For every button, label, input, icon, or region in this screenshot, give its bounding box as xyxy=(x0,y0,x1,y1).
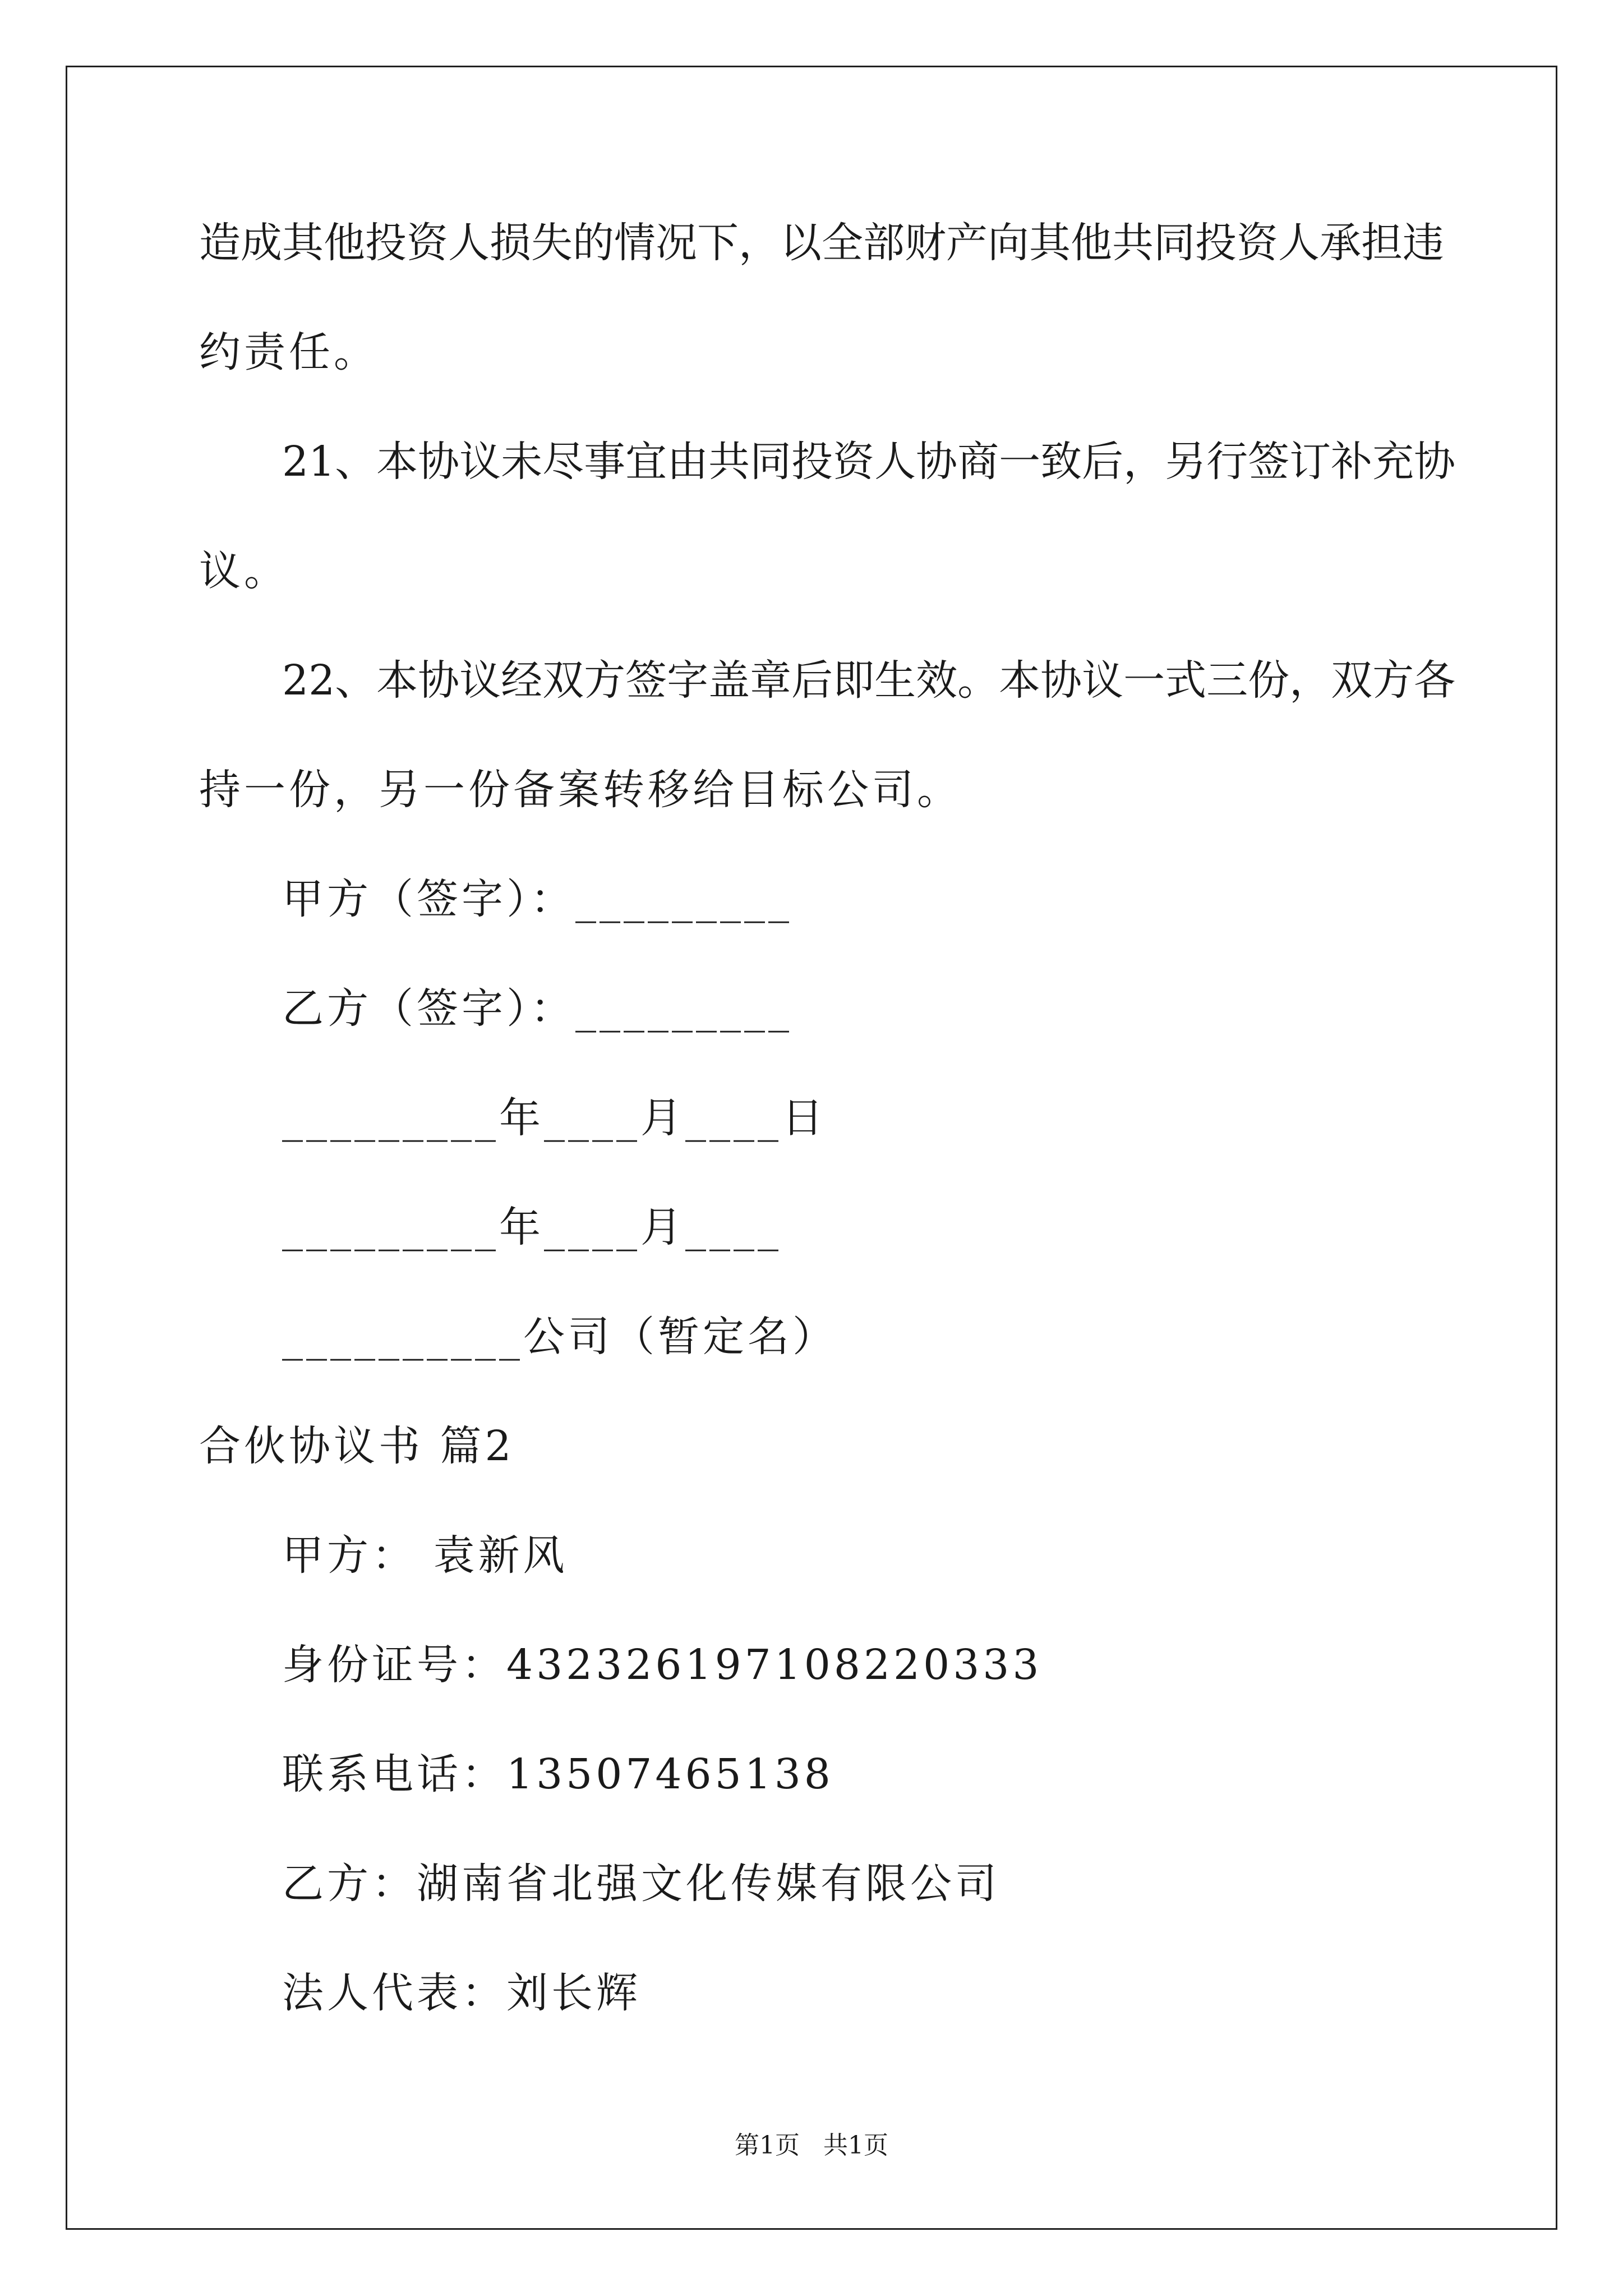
page-total: 共1页 xyxy=(823,2131,888,2160)
company-name-line: __________公司（暂定名） xyxy=(282,1313,837,1361)
legal-representative: 法人代表：刘长辉 xyxy=(282,1969,641,2017)
paragraph-line: 议。 xyxy=(199,547,289,595)
clause-22: 22、本协议经双方签字盖章后即生效。本协议一式三份，双方各 xyxy=(282,656,1456,705)
page-number: 第1页 xyxy=(735,2131,800,2160)
paragraph-line: 约责任。 xyxy=(199,328,379,376)
party-a-name: 甲方： 袁新风 xyxy=(282,1531,568,1580)
paragraph-line: 持一份，另一份备案转移给目标公司。 xyxy=(199,766,962,814)
date-line: _________年____月____ xyxy=(282,1203,782,1251)
page-footer xyxy=(0,2130,1623,2161)
party-a-signature: 甲方（签字）：_________ xyxy=(282,875,792,923)
clause-21: 21、本协议未尽事宜由共同投资人协商一致后，另行签订补充协 xyxy=(282,438,1456,486)
section-heading: 合伙协议书 篇2 xyxy=(199,1422,515,1470)
party-b-signature: 乙方（签字）：_________ xyxy=(282,984,792,1033)
paragraph-line: 造成其他投资人损失的情况下，以全部财产向其他共同投资人承担违 xyxy=(199,219,1444,267)
party-b-name: 乙方：湖南省北强文化传媒有限公司 xyxy=(282,1860,1000,1908)
date-line: _________年____月____日 xyxy=(282,1094,827,1142)
phone-number: 联系电话：13507465138 xyxy=(282,1750,834,1798)
id-number: 身份证号：432326197108220333 xyxy=(282,1641,1043,1689)
